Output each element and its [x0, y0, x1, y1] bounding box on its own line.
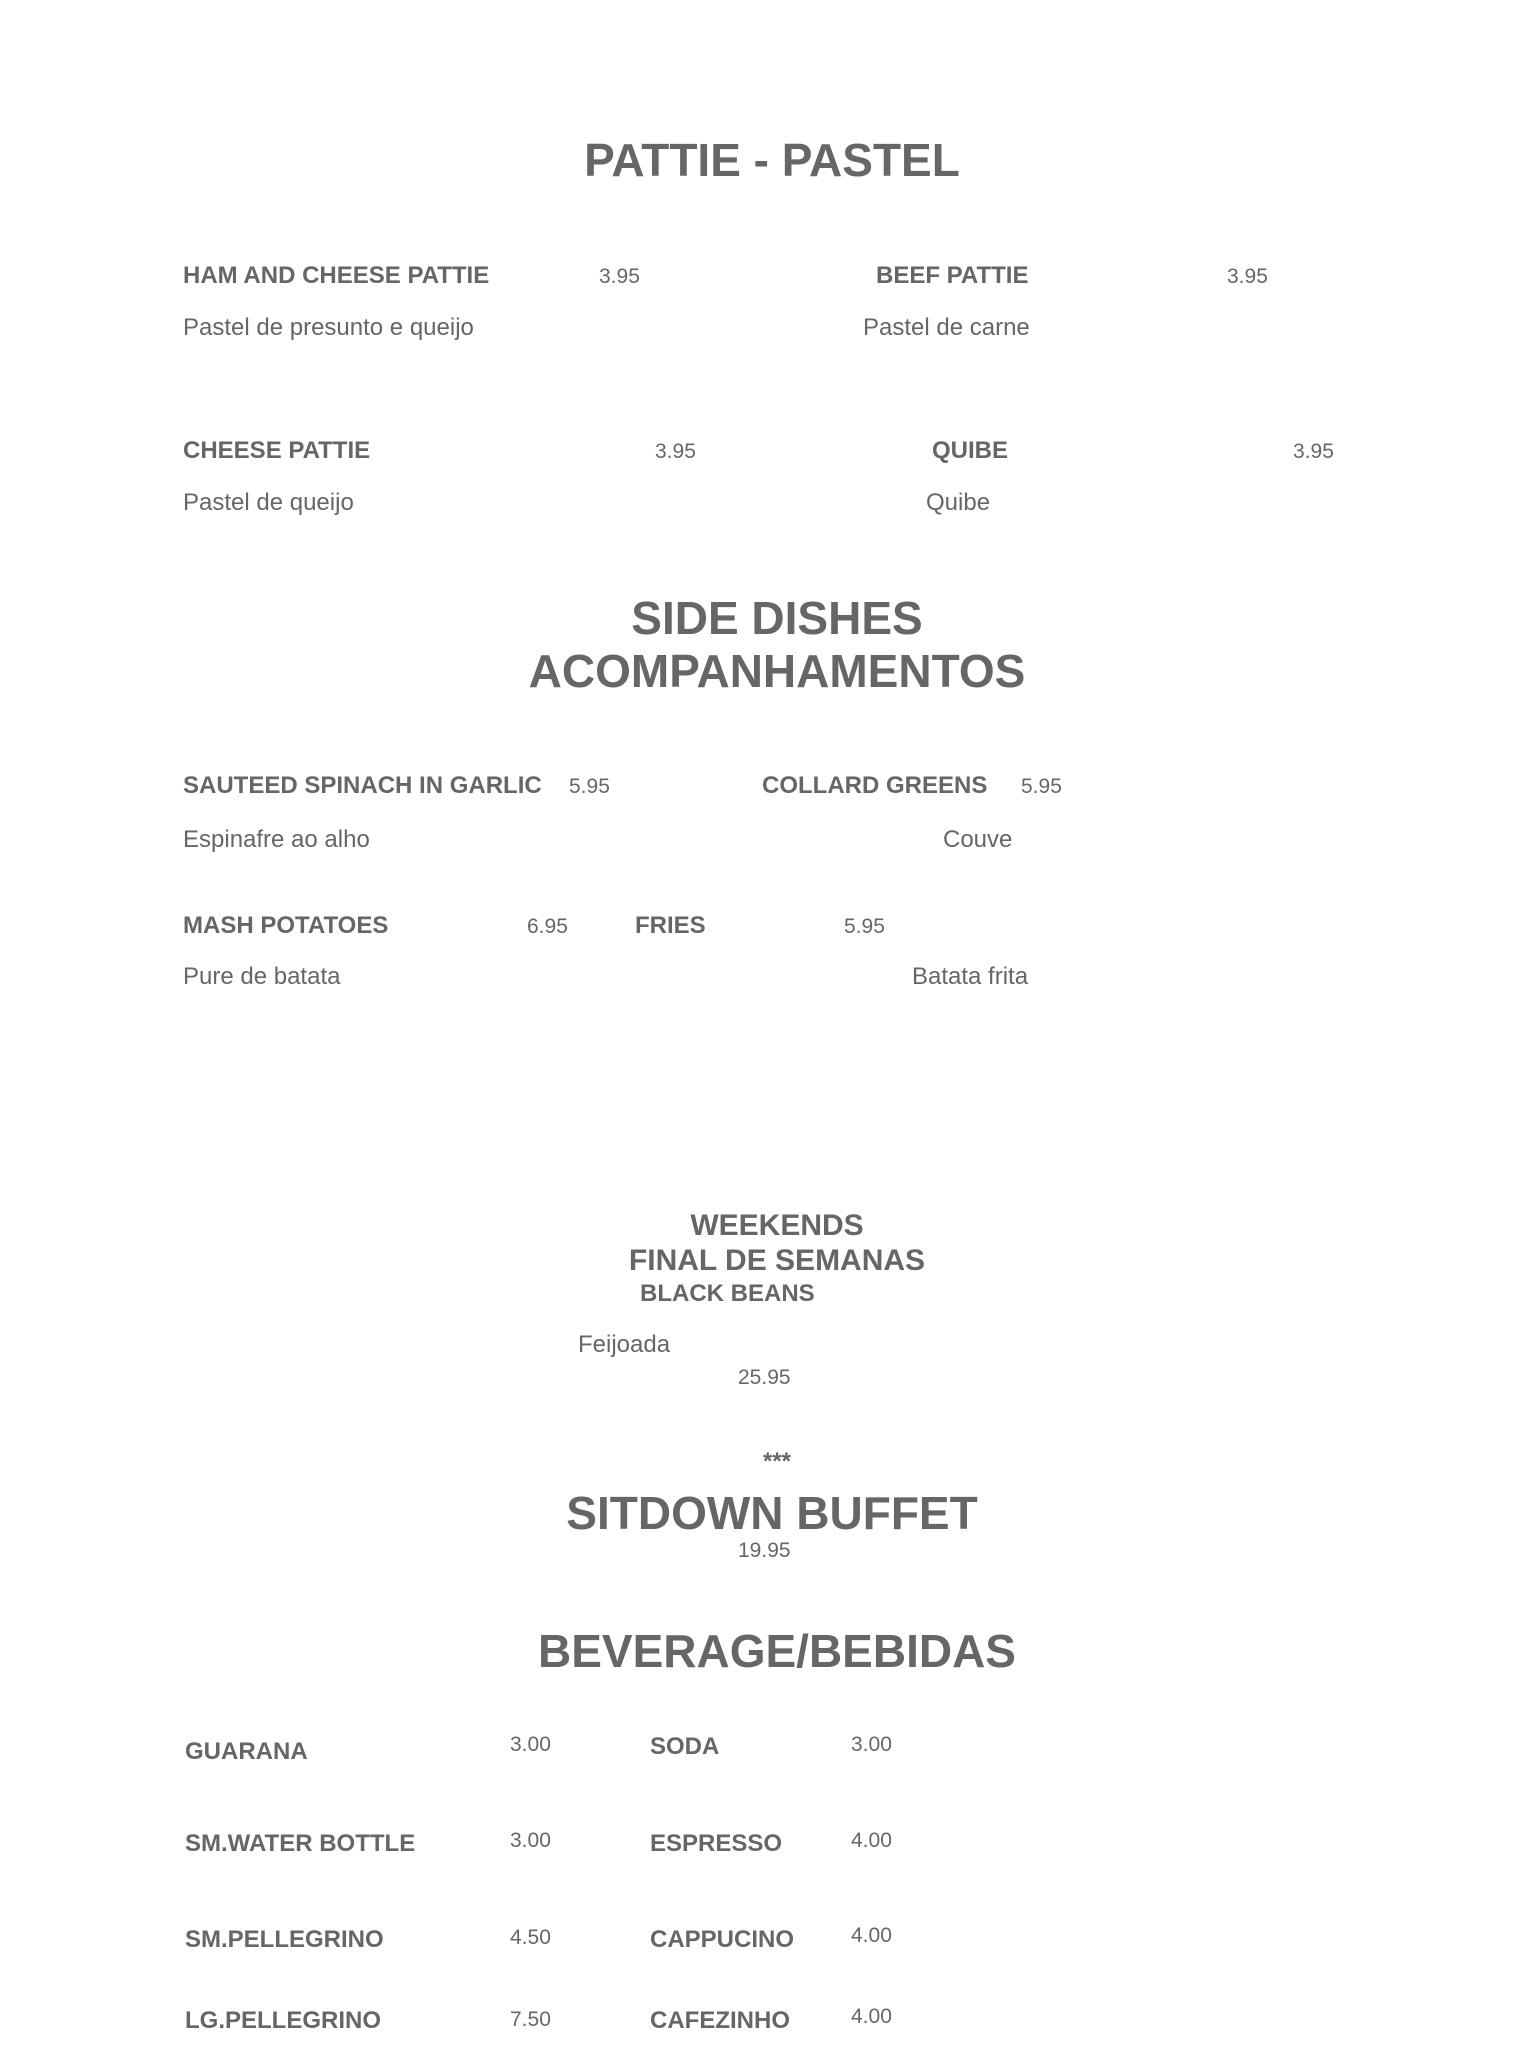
- menu-item-price: 3.95: [1293, 440, 1334, 463]
- beverage-price: 7.50: [510, 2008, 551, 2031]
- sides-section-title: SIDE DISHES: [631, 592, 923, 644]
- beverage-price: 3.00: [510, 1733, 551, 1756]
- menu-item-description: Pastel de carne: [863, 314, 1030, 341]
- beverage-price: 4.00: [851, 1829, 892, 1852]
- menu-item-description: Espinafre ao alho: [183, 826, 370, 853]
- beverage-name: CAPPUCINO: [650, 1926, 795, 1953]
- beverage-name: GUARANA: [185, 1738, 308, 1765]
- sides-section-subtitle: ACOMPANHAMENTOS: [528, 645, 1026, 697]
- beverage-name: SODA: [650, 1733, 720, 1760]
- menu-item-price: 6.95: [527, 915, 568, 938]
- beverage-name: LG.PELLEGRINO: [185, 2007, 382, 2034]
- beverage-name: ESPRESSO: [650, 1830, 783, 1857]
- menu-item-price: 3.95: [599, 265, 640, 288]
- weekends-item-price: 25.95: [738, 1366, 791, 1389]
- buffet-price: 19.95: [738, 1539, 791, 1562]
- menu-item-name: BEEF PATTIE: [876, 262, 1029, 289]
- buffet-section-title: SITDOWN BUFFET: [566, 1487, 978, 1539]
- menu-item-name: FRIES: [635, 912, 706, 939]
- menu-item-name: CHEESE PATTIE: [183, 437, 371, 464]
- section-separator: ***: [762, 1448, 792, 1475]
- beverage-price: 4.00: [851, 1924, 892, 1947]
- menu-item-description: Pastel de queijo: [183, 489, 354, 516]
- beverage-price: 3.00: [510, 1829, 551, 1852]
- beverage-price: 4.50: [510, 1926, 551, 1949]
- menu-item-description: Batata frita: [912, 963, 1029, 990]
- menu-item-price: 3.95: [655, 440, 696, 463]
- beverage-price: 4.00: [851, 2005, 892, 2028]
- menu-item-price: 5.95: [1021, 775, 1062, 798]
- menu-item-name: QUIBE: [932, 437, 1009, 464]
- weekends-item-name: BLACK BEANS: [640, 1280, 815, 1307]
- weekends-section-subtitle: FINAL DE SEMANAS: [628, 1244, 926, 1277]
- menu-item-price: 5.95: [844, 915, 885, 938]
- beverage-name: SM.PELLEGRINO: [185, 1926, 384, 1953]
- menu-item-price: 5.95: [569, 775, 610, 798]
- menu-item-name: SAUTEED SPINACH IN GARLIC: [183, 772, 542, 799]
- menu-item-description: Couve: [943, 826, 1013, 853]
- menu-item-name: HAM AND CHEESE PATTIE: [183, 262, 490, 289]
- menu-item-price: 3.95: [1227, 265, 1268, 288]
- menu-item-name: COLLARD GREENS: [762, 772, 988, 799]
- beverage-name: CAFEZINHO: [650, 2007, 790, 2034]
- menu-item-description: Pastel de presunto e queijo: [183, 314, 474, 341]
- menu-item-description: Quibe: [926, 489, 991, 516]
- beverage-price: 3.00: [851, 1733, 892, 1756]
- menu-item-description: Pure de batata: [183, 963, 341, 990]
- pattie-section-title: PATTIE - PASTEL: [584, 134, 960, 186]
- weekends-item-description: Feijoada: [578, 1331, 671, 1358]
- beverages-section-title: BEVERAGE/BEBIDAS: [538, 1625, 1016, 1677]
- menu-item-name: MASH POTATOES: [183, 912, 389, 939]
- weekends-section-title: WEEKENDS: [690, 1209, 864, 1242]
- beverage-name: SM.WATER BOTTLE: [185, 1830, 416, 1857]
